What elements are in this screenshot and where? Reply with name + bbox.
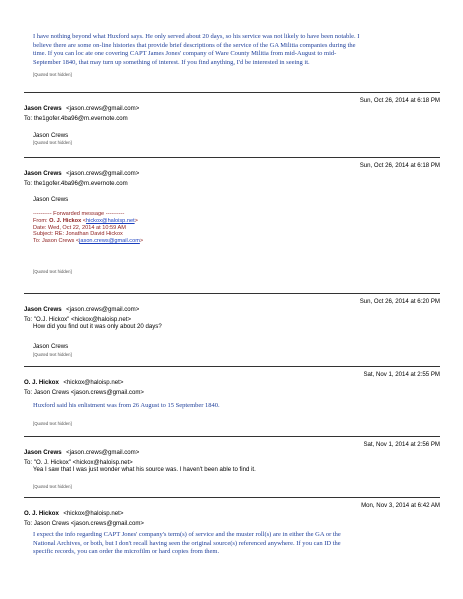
forwarded-header: ---------- Forwarded message ----------: [33, 211, 125, 217]
intro-line: September 1840, that may turn up something of interest. If you find anything, I'd be interested in seeing it.: [33, 58, 310, 66]
divider: [24, 436, 440, 437]
sender-name: O. J. Hickox: [24, 379, 59, 386]
message-line: I expect the info regarding CAPT Jones' company's term(s) of service and the muster roll(s) are in either the GA or the: [33, 531, 341, 538]
forwarded-from-link[interactable]: hickox@haloisp.net: [86, 217, 135, 224]
divider: [24, 497, 440, 498]
divider: [24, 293, 440, 294]
sender-address: <jason.crews@gmail.com>: [66, 170, 140, 177]
forwarded-from-name: O. J. Hickox: [49, 217, 82, 224]
sender-address: <jason.crews@gmail.com>: [66, 105, 140, 112]
recipient-line: To: Jason Crews <jason.crews@gmail.com>: [24, 520, 144, 527]
forwarded-subject: Subject: RE: Jonathan David Hickox: [33, 231, 123, 238]
intro-line: believe there are some on-line histories that provide brief descriptions of the service of the GA Militia companies during the: [33, 41, 356, 49]
sender-name: Jason Crews: [24, 449, 62, 456]
divider: [24, 157, 440, 158]
forwarded-to-end: >: [139, 238, 144, 245]
message-date: Mon, Nov 3, 2014 at 6:42 AM: [361, 502, 440, 509]
message-line: National Archives, or both, but I don't recall having seen the original source(s) referenced anywhere. If you can ID the: [33, 539, 341, 547]
sender-address: <jason.crews@gmail.com>: [66, 306, 140, 313]
quoted-text-toggle[interactable]: [Quoted text hidden]: [33, 72, 72, 77]
message-body: Jason Crews: [33, 196, 69, 203]
message-date: Sun, Oct 26, 2014 at 6:18 PM: [359, 97, 440, 104]
message-date: Sun, Oct 26, 2014 at 6:20 PM: [359, 298, 440, 305]
message-header: [24, 502, 440, 527]
forwarded-date: Date: Wed, Oct 22, 2014 at 10:59 AM: [33, 224, 126, 231]
divider: [24, 366, 440, 367]
recipient-line: To: "O. J. Hickox" <hickox@haloisp.net>: [24, 459, 133, 466]
sender-name: Jason Crews: [24, 306, 62, 313]
forwarded-to-label: To: Jason Crews <: [33, 238, 80, 245]
recipient-line: To: "O.J. Hickox" <hickox@haloisp.net>: [24, 316, 132, 323]
sender-address: <hickox@haloisp.net>: [63, 510, 124, 517]
message-header: [24, 298, 440, 323]
quoted-text-toggle[interactable]: [Quoted text hidden]: [33, 352, 72, 357]
forwarded-to: [33, 238, 143, 245]
recipient-line: To: the1gofer.4ba96@m.evernote.com: [24, 180, 128, 187]
quoted-text-toggle[interactable]: [Quoted text hidden]: [33, 484, 72, 489]
intro-line: I have nothing beyond what Huxford says. He only served about 20 days, so his service was not likely to have been notable. I: [33, 33, 360, 40]
forwarded-to-link[interactable]: jason.crews@gmail.com: [79, 238, 140, 245]
message-header: [24, 441, 440, 466]
message-body: Yea I saw that I was just wonder what his source was. I haven't been able to find it.: [33, 466, 256, 473]
message-body: How did you find out it was only about 20 days?: [33, 323, 162, 330]
sender-name: Jason Crews: [24, 105, 62, 112]
message-date: Sat, Nov 1, 2014 at 2:55 PM: [363, 371, 440, 378]
message-body: Jason Crews: [33, 132, 69, 139]
message-date: Sat, Nov 1, 2014 at 2:56 PM: [363, 441, 440, 448]
quoted-text-toggle[interactable]: [Quoted text hidden]: [33, 269, 72, 274]
forwarded-message: [33, 211, 143, 245]
message-date: Sun, Oct 26, 2014 at 6:18 PM: [359, 162, 440, 169]
forwarded-from: From: O. J. Hickox <hickox@haloisp.net>: [33, 217, 138, 224]
intro-text: [33, 33, 443, 67]
message-body: [33, 531, 443, 557]
intro-line: time. If you can loc ate one covering CAPT James Jones' company of Ware County Militia from mid-August to mid-: [33, 50, 337, 58]
recipient-line: To: the1gofer.4ba96@m.evernote.com: [24, 115, 128, 122]
recipient-line: To: Jason Crews <jason.crews@gmail.com>: [24, 389, 144, 396]
forwarded-from-label: From:: [33, 217, 50, 224]
sender-address: <jason.crews@gmail.com>: [66, 449, 140, 456]
quoted-text-toggle[interactable]: [Quoted text hidden]: [33, 140, 72, 145]
sender-name: O. J. Hickox: [24, 510, 59, 517]
message-line: specific records, you can order the microfilm or hard copies from them.: [33, 548, 220, 556]
message-header: [24, 162, 440, 187]
divider: [24, 92, 440, 93]
message-body: Huxford said his enlistment was from 26 August to 15 September 1840.: [33, 402, 220, 409]
sender-address: <hickox@haloisp.net>: [63, 379, 124, 386]
message-signature: Jason Crews: [33, 343, 69, 350]
message-header: [24, 97, 440, 122]
message-header: [24, 371, 440, 396]
quoted-text-toggle[interactable]: [Quoted text hidden]: [33, 421, 72, 426]
sender-name: Jason Crews: [24, 170, 62, 177]
